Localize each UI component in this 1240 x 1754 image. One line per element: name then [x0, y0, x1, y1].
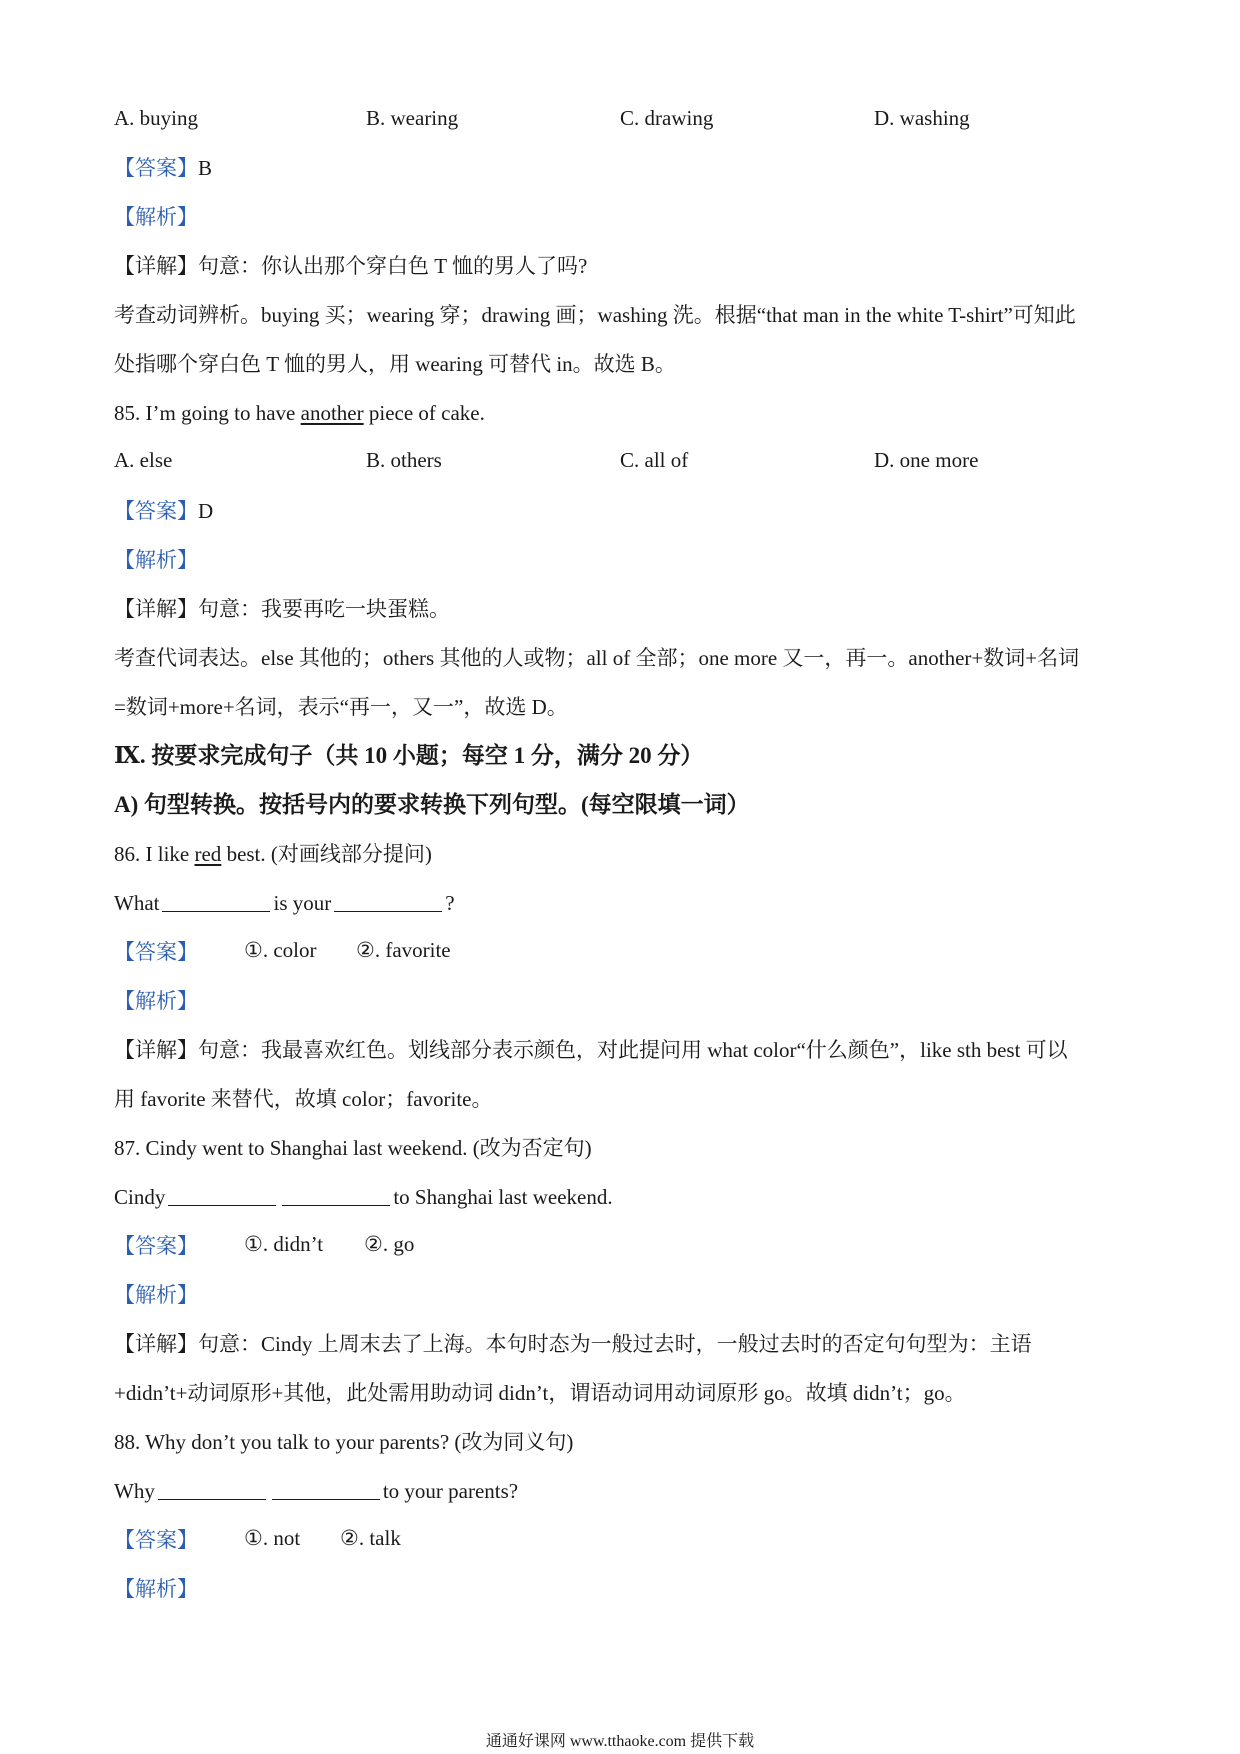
answer-label: 【答案】	[114, 156, 198, 180]
question-prefix: 85. I’m going to have	[114, 401, 301, 425]
q84-option-d: D. washing	[874, 106, 970, 130]
q87-answer-2: ②. go	[364, 1232, 415, 1256]
question-suffix: piece of cake.	[363, 401, 485, 425]
q84-analysis-label: 【解析】	[114, 205, 198, 229]
q86-answer-1: ①. color	[244, 938, 317, 962]
q87-explain-2: +didn’t+动词原形+其他，此处需用助动词 didn’t，谓语动词用动词原形 go。故填 didn’t；go。	[114, 1381, 966, 1405]
fill-text-c: ?	[445, 891, 455, 915]
q85-option-a: A. else	[114, 448, 173, 472]
q84-option-a: A. buying	[114, 106, 198, 130]
fill-text-b: is your	[273, 891, 332, 915]
q86-explain-1	[114, 1036, 1126, 1064]
blank-2[interactable]	[334, 891, 442, 912]
fill-text-a: What	[114, 891, 160, 915]
q88-fill-line	[114, 1477, 1126, 1505]
q84-answer	[114, 154, 1126, 182]
q86-fill-line	[114, 889, 1126, 917]
q84-explain-2: 处指哪个穿白色 T 恤的男人，用 wearing 可替代 in。故选 B。	[114, 352, 676, 376]
q86-question	[114, 840, 1126, 868]
q88-answer-1: ①. not	[244, 1526, 301, 1550]
answer-label: 【答案】	[114, 940, 198, 964]
detail-label: 【详解】	[114, 254, 198, 278]
q86-answer-2: ②. favorite	[356, 938, 451, 962]
q85-option-b: B. others	[366, 448, 442, 472]
answer-label: 【答案】	[114, 1528, 198, 1552]
explain-text: 句意：Cindy 上周末去了上海。本句时态为一般过去时，一般过去时的否定句句型为：主语	[198, 1332, 1032, 1356]
meaning-text: 句意：你认出那个穿白色 T 恤的男人了吗?	[198, 254, 588, 278]
fill-text-b: to Shanghai last weekend.	[393, 1185, 613, 1209]
q85-option-c: C. all of	[620, 448, 689, 472]
section-subtitle: A) 句型转换。按括号内的要求转换下列句型。(每空限填一词）	[114, 792, 750, 817]
q84-option-c: C. drawing	[620, 106, 714, 130]
underlined-word: another	[300, 401, 364, 425]
explain-text: 句意：我最喜欢红色。划线部分表示颜色，对此提问用 what color“什么颜色”，like sth best 可以	[198, 1038, 1068, 1062]
q85-explain-1: 考查代词表达。else 其他的；others 其他的人或物；all of 全部；one more 又一，再一。another+数词+名词	[114, 646, 1080, 670]
q87-question: 87. Cindy went to Shanghai last weekend. (改为否定句)	[114, 1136, 592, 1160]
blank-1[interactable]	[162, 891, 270, 912]
fill-text-b: to your parents?	[382, 1479, 519, 1503]
blank-2[interactable]	[272, 1479, 380, 1500]
q87-analysis-label: 【解析】	[114, 1283, 198, 1307]
q85-meaning	[114, 595, 1126, 623]
detail-label: 【详解】	[114, 1332, 198, 1356]
q88-analysis-label: 【解析】	[114, 1577, 198, 1601]
q84-meaning	[114, 252, 1126, 280]
section-title: Ⅸ. 按要求完成句子（共 10 小题；每空 1 分，满分 20 分）	[114, 743, 704, 768]
blank-1[interactable]	[168, 1185, 276, 1206]
blank-1[interactable]	[158, 1479, 266, 1500]
answer-value: D	[198, 499, 214, 523]
q85-answer	[114, 497, 1126, 525]
q88-answer-2: ②. talk	[340, 1526, 401, 1550]
underlined-word: red	[194, 842, 222, 866]
q87-fill-line	[114, 1183, 1126, 1211]
q85-analysis-label: 【解析】	[114, 548, 198, 572]
q87-explain-1	[114, 1330, 1126, 1358]
page-footer: 通通好课网 www.tthaoke.com 提供下载	[485, 1733, 755, 1750]
q88-question: 88. Why don’t you talk to your parents? (改为同义句)	[114, 1430, 574, 1454]
fill-text-a: Why	[114, 1479, 155, 1503]
q85-explain-2: =数词+more+名词，表示“再一，又一”，故选 D。	[114, 695, 568, 719]
answer-value: B	[198, 156, 213, 180]
question-suffix: best. (对画线部分提问)	[221, 842, 432, 866]
question-prefix: 86. I like	[114, 842, 195, 866]
q85-option-d: D. one more	[874, 448, 979, 472]
answer-label: 【答案】	[114, 499, 198, 523]
answer-label: 【答案】	[114, 1234, 198, 1258]
q86-explain-2: 用 favorite 来替代，故填 color；favorite。	[114, 1087, 493, 1111]
fill-text-a: Cindy	[114, 1185, 166, 1209]
detail-label: 【详解】	[114, 597, 198, 621]
q86-analysis-label: 【解析】	[114, 989, 198, 1013]
meaning-text: 句意：我要再吃一块蛋糕。	[198, 597, 450, 621]
q84-explain-1: 考查动词辨析。buying 买；wearing 穿；drawing 画；washing 洗。根据“that man in the white T-shirt”可知此	[114, 303, 1076, 327]
blank-2[interactable]	[282, 1185, 390, 1206]
q85-question	[114, 399, 1126, 427]
detail-label: 【详解】	[114, 1038, 198, 1062]
q87-answer-1: ①. didn’t	[244, 1232, 324, 1256]
q84-option-b: B. wearing	[366, 106, 459, 130]
